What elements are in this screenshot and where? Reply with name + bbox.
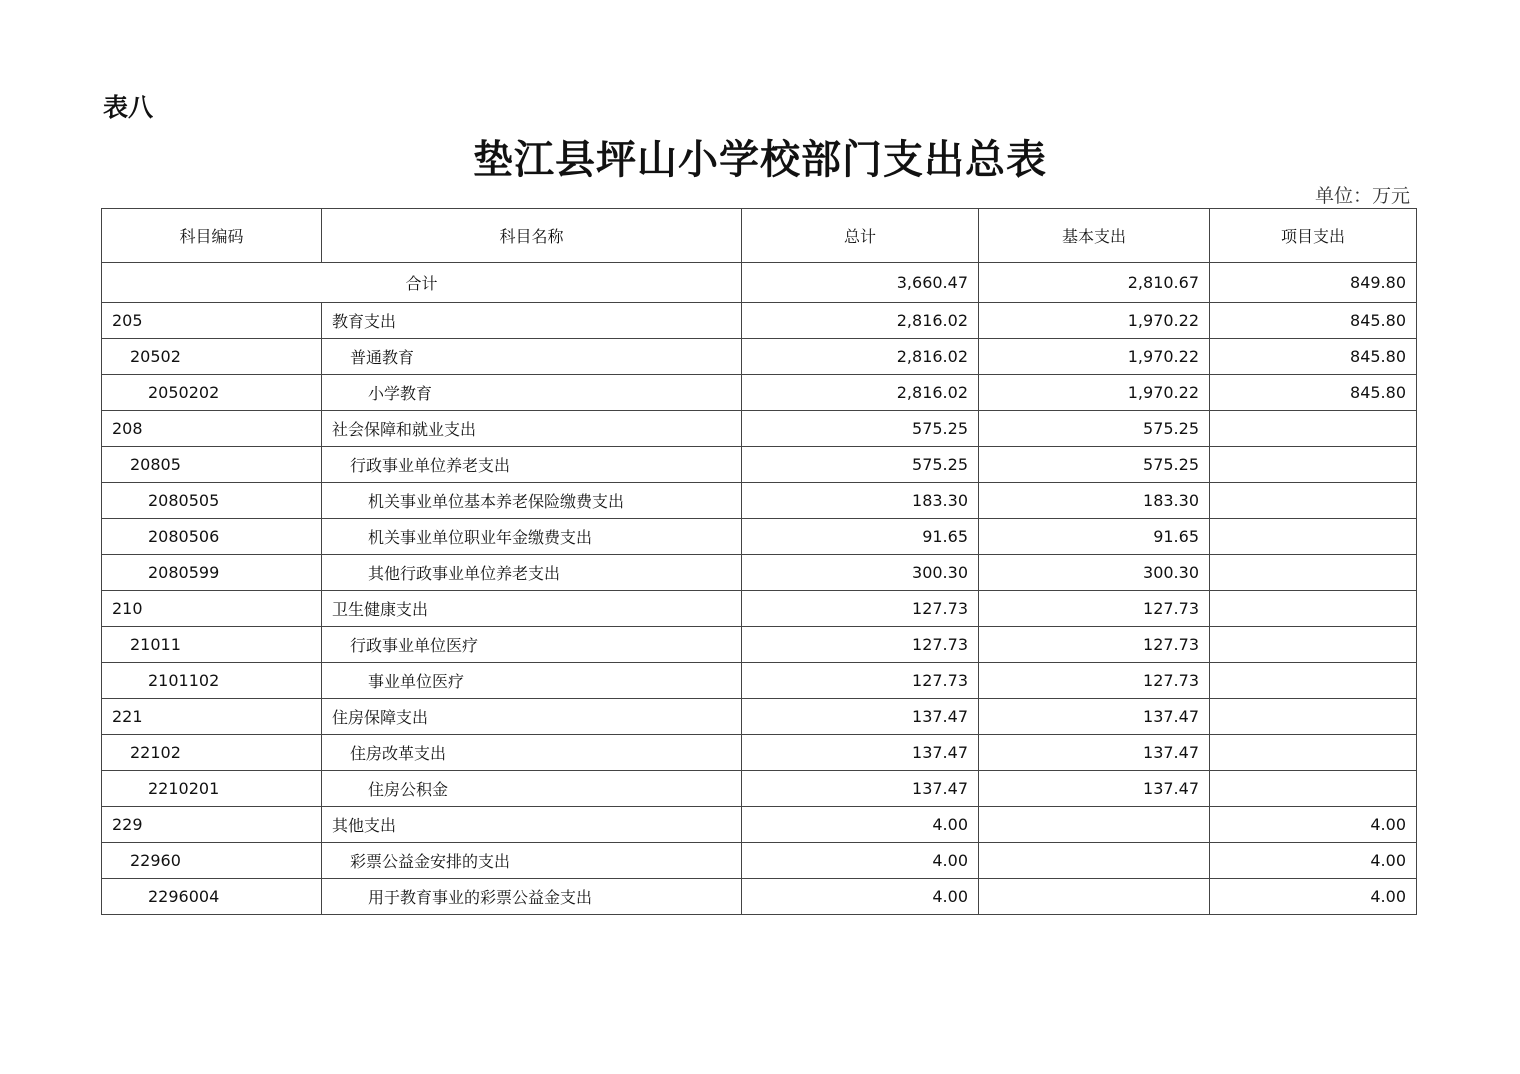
row-project bbox=[1210, 699, 1417, 735]
row-basic: 183.30 bbox=[979, 483, 1210, 519]
row-name: 其他行政事业单位养老支出 bbox=[322, 555, 742, 591]
row-basic: 137.47 bbox=[979, 735, 1210, 771]
row-name: 教育支出 bbox=[322, 303, 742, 339]
row-name: 行政事业单位养老支出 bbox=[322, 447, 742, 483]
row-code: 2210201 bbox=[102, 771, 322, 807]
row-project bbox=[1210, 735, 1417, 771]
row-basic bbox=[979, 807, 1210, 843]
row-name: 机关事业单位职业年金缴费支出 bbox=[322, 519, 742, 555]
row-code: 229 bbox=[102, 807, 322, 843]
row-total: 2,816.02 bbox=[742, 339, 979, 375]
expense-table bbox=[101, 208, 1417, 915]
row-name: 机关事业单位基本养老保险缴费支出 bbox=[322, 483, 742, 519]
row-name: 卫生健康支出 bbox=[322, 591, 742, 627]
table-row bbox=[102, 843, 1417, 879]
row-code: 21011 bbox=[102, 627, 322, 663]
unit-label: 单位：万元 bbox=[1314, 185, 1410, 207]
row-code: 2080505 bbox=[102, 483, 322, 519]
total-label: 合计 bbox=[102, 263, 742, 303]
row-name: 住房公积金 bbox=[322, 771, 742, 807]
row-name: 事业单位医疗 bbox=[322, 663, 742, 699]
row-basic: 1,970.22 bbox=[979, 303, 1210, 339]
column-header-project: 项目支出 bbox=[1210, 209, 1417, 263]
column-header-name: 科目名称 bbox=[322, 209, 742, 263]
row-name: 普通教育 bbox=[322, 339, 742, 375]
table-row bbox=[102, 375, 1417, 411]
total-basic: 2,810.67 bbox=[979, 263, 1210, 303]
row-code: 2101102 bbox=[102, 663, 322, 699]
row-project: 845.80 bbox=[1210, 339, 1417, 375]
row-name: 行政事业单位医疗 bbox=[322, 627, 742, 663]
row-project bbox=[1210, 411, 1417, 447]
row-basic bbox=[979, 879, 1210, 915]
column-header-total: 总计 bbox=[742, 209, 979, 263]
table-label: 表八 bbox=[103, 93, 154, 122]
row-name: 用于教育事业的彩票公益金支出 bbox=[322, 879, 742, 915]
total-row bbox=[102, 263, 1417, 303]
table-row bbox=[102, 339, 1417, 375]
row-project bbox=[1210, 447, 1417, 483]
row-code: 20805 bbox=[102, 447, 322, 483]
row-total: 575.25 bbox=[742, 411, 979, 447]
row-code: 2080506 bbox=[102, 519, 322, 555]
row-basic: 91.65 bbox=[979, 519, 1210, 555]
row-total: 137.47 bbox=[742, 699, 979, 735]
row-project bbox=[1210, 663, 1417, 699]
row-basic bbox=[979, 843, 1210, 879]
row-total: 4.00 bbox=[742, 879, 979, 915]
table-row bbox=[102, 879, 1417, 915]
row-name: 其他支出 bbox=[322, 807, 742, 843]
row-basic: 575.25 bbox=[979, 447, 1210, 483]
row-project bbox=[1210, 555, 1417, 591]
row-name: 住房保障支出 bbox=[322, 699, 742, 735]
column-header-basic: 基本支出 bbox=[979, 209, 1210, 263]
row-project: 845.80 bbox=[1210, 303, 1417, 339]
row-project bbox=[1210, 591, 1417, 627]
row-total: 4.00 bbox=[742, 843, 979, 879]
row-project: 4.00 bbox=[1210, 807, 1417, 843]
table-row bbox=[102, 483, 1417, 519]
table-row bbox=[102, 663, 1417, 699]
row-project bbox=[1210, 519, 1417, 555]
row-code: 22960 bbox=[102, 843, 322, 879]
row-name: 彩票公益金安排的支出 bbox=[322, 843, 742, 879]
table-row bbox=[102, 519, 1417, 555]
table-row bbox=[102, 591, 1417, 627]
row-project: 4.00 bbox=[1210, 879, 1417, 915]
row-total: 127.73 bbox=[742, 663, 979, 699]
total-sum: 3,660.47 bbox=[742, 263, 979, 303]
row-project bbox=[1210, 771, 1417, 807]
row-basic: 1,970.22 bbox=[979, 375, 1210, 411]
row-name: 住房改革支出 bbox=[322, 735, 742, 771]
row-code: 2050202 bbox=[102, 375, 322, 411]
row-total: 2,816.02 bbox=[742, 375, 979, 411]
row-code: 2080599 bbox=[102, 555, 322, 591]
row-code: 221 bbox=[102, 699, 322, 735]
row-total: 575.25 bbox=[742, 447, 979, 483]
row-total: 127.73 bbox=[742, 627, 979, 663]
row-project: 4.00 bbox=[1210, 843, 1417, 879]
row-basic: 575.25 bbox=[979, 411, 1210, 447]
document-title: 垫江县坪山小学校部门支出总表 bbox=[473, 136, 1047, 183]
row-project: 845.80 bbox=[1210, 375, 1417, 411]
row-code: 20502 bbox=[102, 339, 322, 375]
row-code: 205 bbox=[102, 303, 322, 339]
table-row bbox=[102, 771, 1417, 807]
row-total: 127.73 bbox=[742, 591, 979, 627]
table-row bbox=[102, 699, 1417, 735]
row-total: 2,816.02 bbox=[742, 303, 979, 339]
column-header-code: 科目编码 bbox=[102, 209, 322, 263]
row-basic: 300.30 bbox=[979, 555, 1210, 591]
row-project bbox=[1210, 627, 1417, 663]
row-basic: 137.47 bbox=[979, 699, 1210, 735]
row-basic: 137.47 bbox=[979, 771, 1210, 807]
row-name: 小学教育 bbox=[322, 375, 742, 411]
row-total: 137.47 bbox=[742, 771, 979, 807]
row-code: 210 bbox=[102, 591, 322, 627]
table-row bbox=[102, 807, 1417, 843]
row-code: 2296004 bbox=[102, 879, 322, 915]
row-total: 4.00 bbox=[742, 807, 979, 843]
table-row bbox=[102, 735, 1417, 771]
table-row bbox=[102, 555, 1417, 591]
row-basic: 127.73 bbox=[979, 627, 1210, 663]
row-basic: 127.73 bbox=[979, 663, 1210, 699]
header-row bbox=[102, 209, 1417, 263]
table-row bbox=[102, 447, 1417, 483]
row-total: 91.65 bbox=[742, 519, 979, 555]
row-total: 183.30 bbox=[742, 483, 979, 519]
table-row bbox=[102, 303, 1417, 339]
row-code: 208 bbox=[102, 411, 322, 447]
row-total: 300.30 bbox=[742, 555, 979, 591]
row-name: 社会保障和就业支出 bbox=[322, 411, 742, 447]
table-row bbox=[102, 411, 1417, 447]
row-basic: 1,970.22 bbox=[979, 339, 1210, 375]
total-project: 849.80 bbox=[1210, 263, 1417, 303]
table-row bbox=[102, 627, 1417, 663]
row-basic: 127.73 bbox=[979, 591, 1210, 627]
row-total: 137.47 bbox=[742, 735, 979, 771]
row-code: 22102 bbox=[102, 735, 322, 771]
row-project bbox=[1210, 483, 1417, 519]
